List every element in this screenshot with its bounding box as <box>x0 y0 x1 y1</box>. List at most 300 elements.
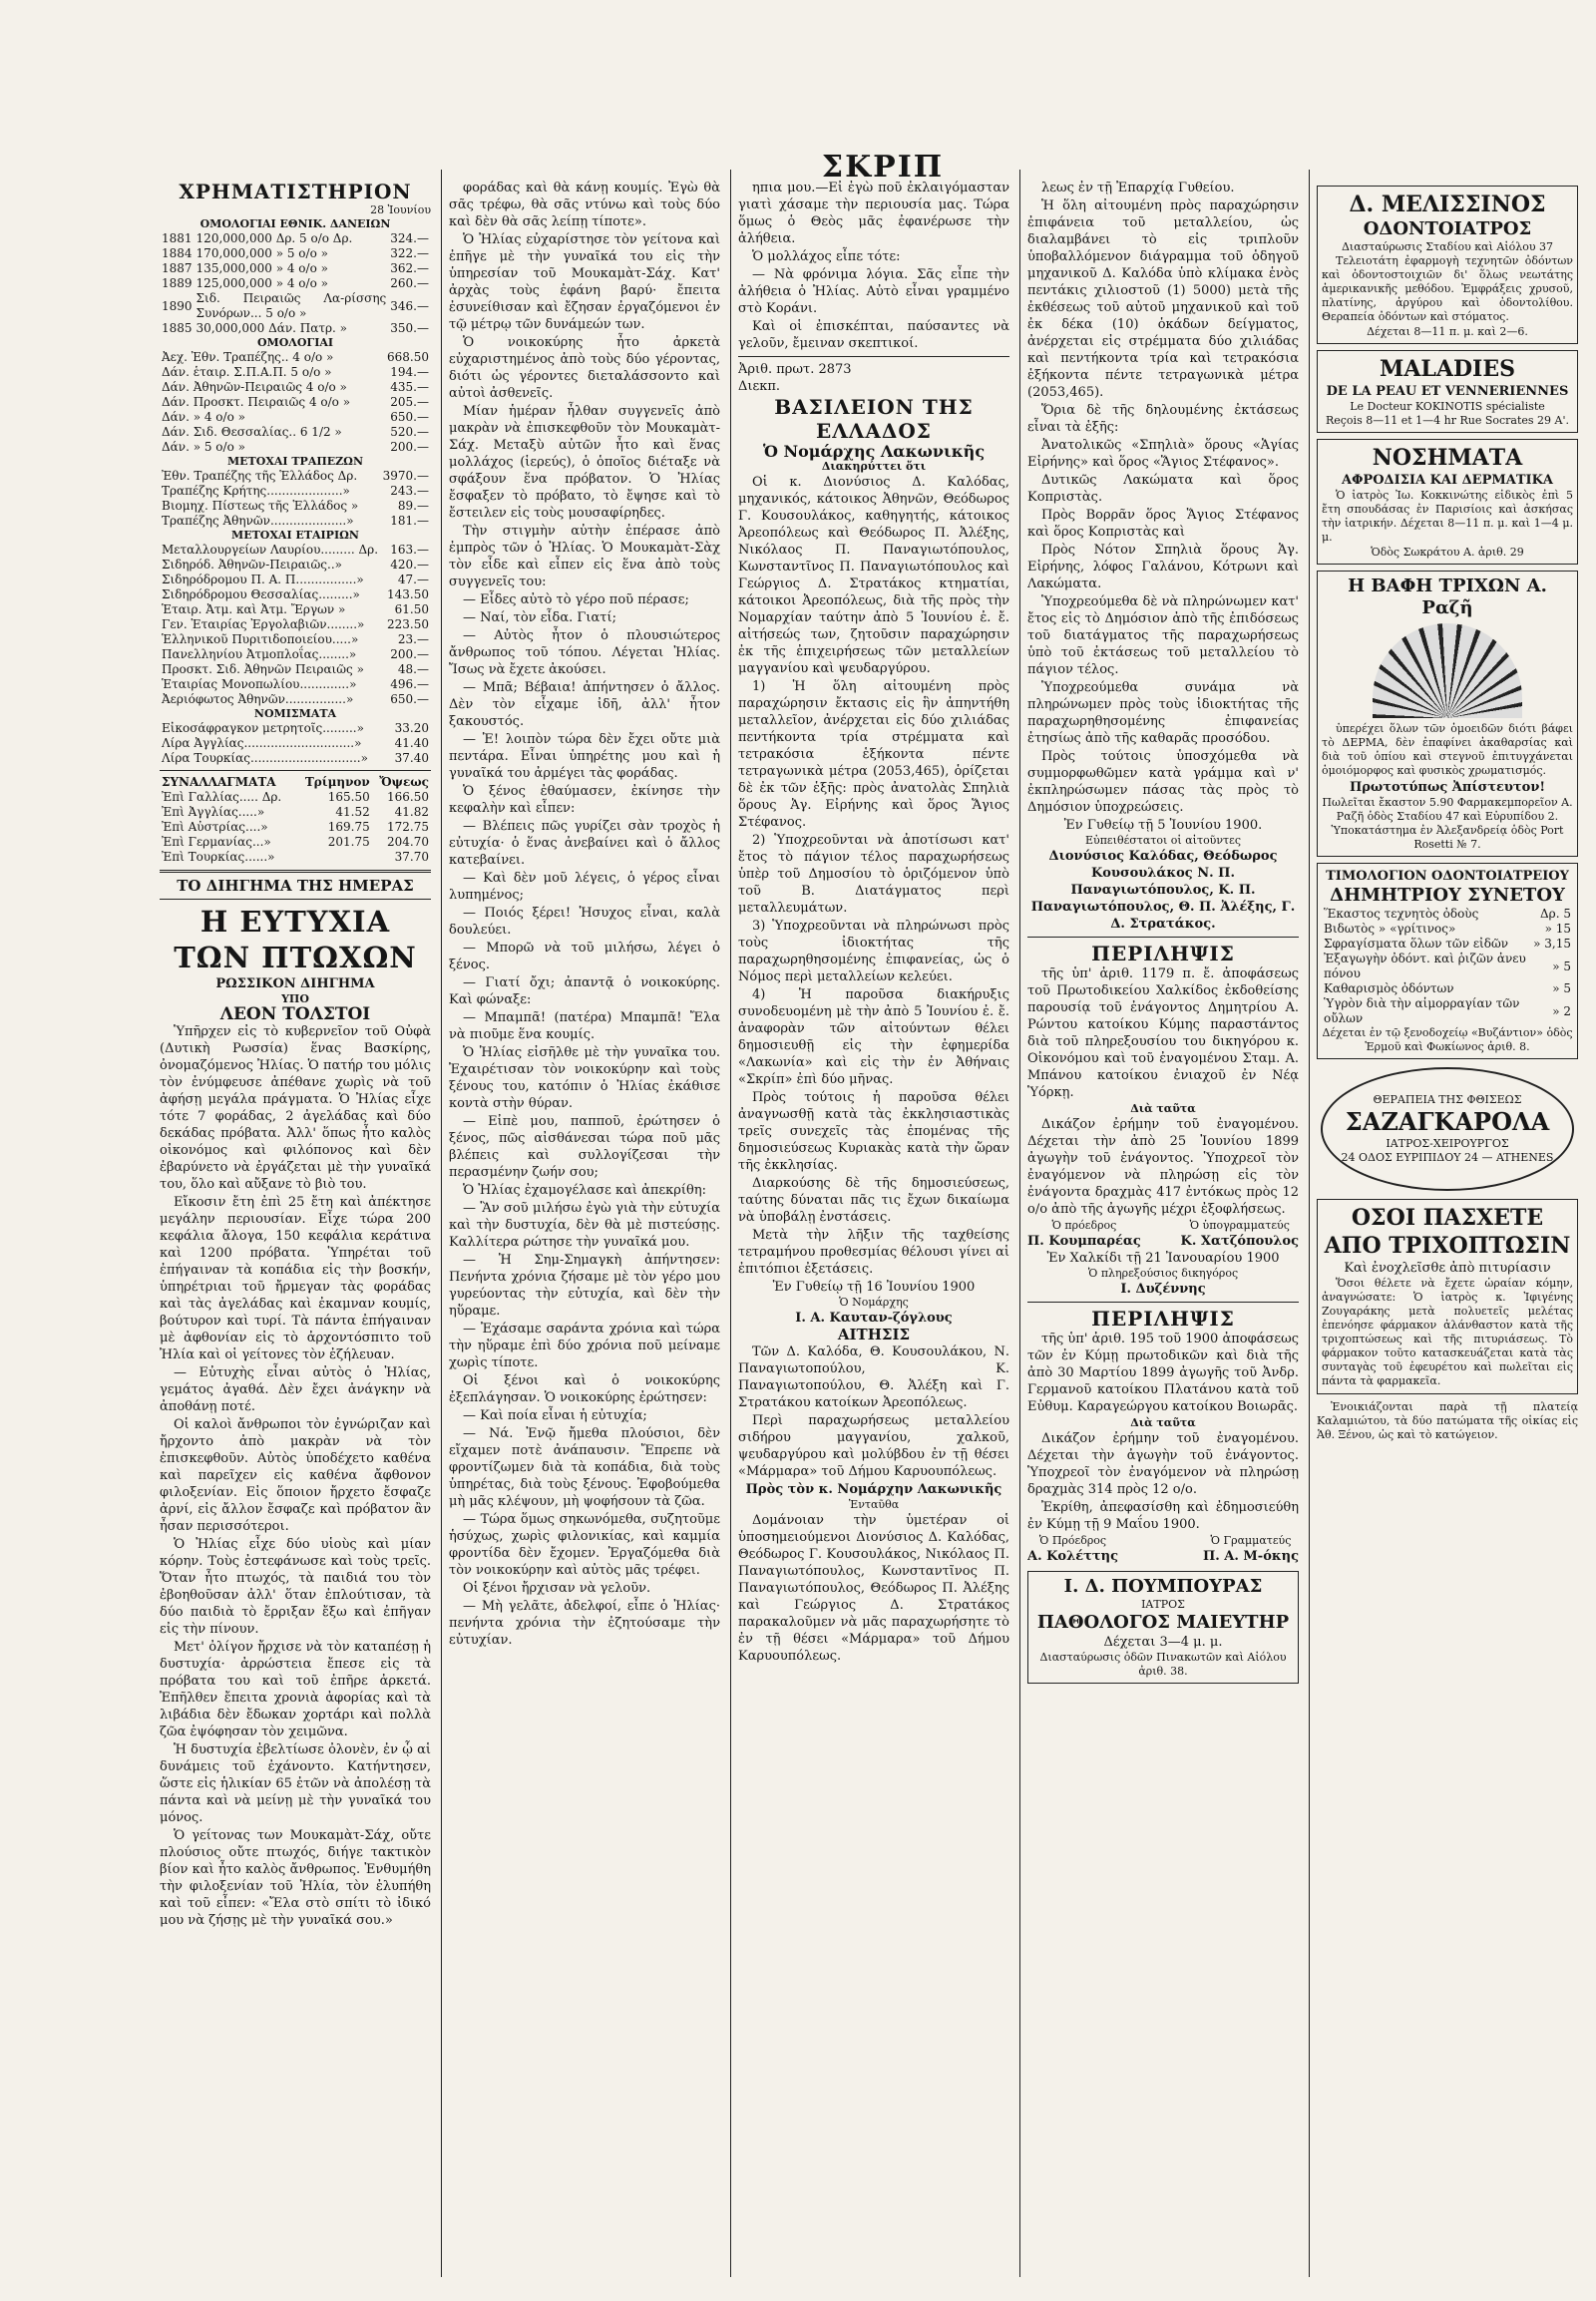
story-paragraph: Οἱ ξένοι ἤρχισαν νὰ γελοῦν. <box>463 1581 651 1596</box>
tariff-desc: Βιδωτὸς » «γρίτινος» <box>1324 922 1456 936</box>
tariff-ad <box>1317 863 1578 1059</box>
abstract-paragraph: Δικάζον ἐρήμην τοῦ ἐναγομένου. Δέχεται τὴν ἀγωγὴν τοῦ ἐνάγοντος. Ὑποχρεοῖ τὸν ἐναγόμενον νὰ πληρώσῃ δραχμὰς 314 πρὸς 12 ο/ο. <box>1027 1431 1299 1497</box>
share-desc: Ἀεριόφωτος Ἀθηνῶν................» <box>162 692 354 706</box>
story-paragraph: Εἴκοσιν ἔτη ἐπὶ 25 ἔτη καὶ ἀπέκτησε μεγάλην περιουσίαν. Εἶχε τώρα 200 κεφάλια ἄλογα, 150 κεφάλια κεράτινα καὶ 1200 πρόβατα. Ὑπηρέται τοῦ ἐπήγαιναν τὰ κοπάδια εἰς τὴν βοσκήν, ὑπηρέτριαι τοῦ ἤρμεγαν τὰς φοράδας καὶ τὰς ἀγελάδας καὶ ἐκαμναν κουμίς, βούτυρον καὶ τυρί. Τὰ πάντα ἐπήγαιναν μὲ ἀφθονίαν εἰς τὸ ἀρχοντόσπιτο τοῦ Ἠλία καὶ οἱ γείτονες τὸν ἐζήλευαν. <box>160 1195 431 1362</box>
hair-loss-ad <box>1317 1199 1578 1394</box>
coin-price: 37.40 <box>394 751 429 765</box>
table-row <box>160 632 431 647</box>
column-legal <box>1027 180 1299 2277</box>
share-desc: Τραπέζης Ἀθηνῶν....................» <box>162 514 354 528</box>
share-price: 23.— <box>397 632 429 646</box>
notice-type: Διεκπ. <box>738 379 781 394</box>
legal-paragraph: Ὑποχρεούμεθα συνάμα νὰ πληρώνωμεν πρὸς τοὺς ἰδιοκτήτας τῆς παραχωρηθησομένης ἐπιφανείας ἐτησίως ἀπὸ τῆς καθαρᾶς προσόδου. <box>1027 680 1299 746</box>
story-paragraph: Ὁ Ἠλίας εἶχε δύο υἱοὺς καὶ μίαν κόρην. Τοὺς ἐστεφάνωσε καὶ τοὺς τρεῖς. Ὅταν ἦτο πτωχός, τὰ παιδιά του τὸν ἐβοηθοῦσαν ἀλλ' ὅταν ἐπλούτισαν, τὰ δύο παιδιὰ τὸ ἔρριξαν ἔξω καὶ ἐπῆγαν εἰς τὴν πίνουν. <box>160 1537 431 1637</box>
table-row <box>160 587 431 602</box>
loans-title: ΟΜΟΛΟΓΙΑΙ ΕΘΝΙΚ. ΔΑΝΕΙΩΝ <box>200 217 391 230</box>
share-price: 48.— <box>397 662 429 676</box>
fx-value: 169.75 <box>327 820 370 834</box>
column-story-continued <box>449 180 720 2277</box>
tariff-price: » 15 <box>1544 922 1571 936</box>
loan-year: 1881 <box>162 231 193 245</box>
legal-paragraph: Πρὸς Νότον Σπηλιὰ ὅρους Ἁγ. Εἰρήνης, λόφος Γαλάνου, Κότρωνι καὶ Λακώματα. <box>1027 543 1299 591</box>
share-desc: Μεταλλουργείων Λαυρίου......... Δρ. <box>162 543 379 557</box>
president-title: Ὁ πρόεδρος <box>1051 1219 1117 1232</box>
dia-title: Διὰ ταῦτα <box>1130 1102 1196 1115</box>
petition-to: Πρὸς τὸν κ. Νομάρχην Λακωνικῆς <box>745 1482 1002 1497</box>
coin-desc: Λίρα Ἀγγλίας.............................» <box>162 736 362 750</box>
abstract-paragraph: Ἐκρίθη, ἀπεφασίσθη καὶ ἐδημοσιεύθη ἐν Κύμῃ τῇ 9 Μαΐου 1900. <box>1027 1500 1299 1532</box>
column-exchange-story <box>160 180 431 2277</box>
seal-top: ΘΕΡΑΠΕΙΑ ΤΗΣ ΦΘΙΣΕΩΣ <box>1373 1093 1522 1106</box>
maladies-ad <box>1317 350 1578 433</box>
table-row <box>160 440 431 455</box>
fx-value <box>296 850 372 865</box>
table-row <box>160 790 431 805</box>
bank-shares-table <box>160 469 431 529</box>
story-paragraph: — Μπαμπᾶ! (πατέρα) Μπαμπᾶ! Ἔλα νὰ πιοῦμε ἕνα κουμίς. <box>449 1010 720 1042</box>
share-desc: Πανελληνίου Ἀτμοπλοΐας........» <box>162 647 357 661</box>
president-title: Ὁ Πρόεδρος <box>1038 1534 1107 1547</box>
hair-loss-subtitle: Καὶ ἐνοχλεῖσθε ἀπὸ πιτυρίασιν <box>1344 1261 1551 1276</box>
column-rule <box>1309 170 1310 2277</box>
notice-paragraph: Πρὸς τούτοις ἡ παροῦσα θέλει ἀναγνωσθῇ κατὰ τὰς ἐκκλησιαστικὰς τρεῖς συνεχεῖς τὰς ἐπομένας τῆς δημοσιεύσεως Κυριακὰς κατὰ τὴν ὥραν τῆς ἐκκλησίας. <box>738 1090 1009 1173</box>
notice-place: Ἐν Γυθείῳ τῇ 16 Ἰουνίου 1900 <box>772 1280 976 1295</box>
story-paragraph: — Ποιός ξέρει! Ἡσυχος εἶναι, καλὰ δουλεύει. <box>449 906 720 938</box>
column-ads <box>1317 180 1578 2277</box>
tariff-price: » 5 <box>1552 981 1571 995</box>
tariff-desc: Ἕκαστος τεχνητὸς ὀδοὺς <box>1324 907 1479 921</box>
table-row <box>1322 952 1573 981</box>
dentist-title: ΟΔΟΝΤΟΙΑΤΡΟΣ <box>1363 218 1532 239</box>
clerk-title: Ὁ ὑπογραμματεύς <box>1189 1219 1290 1232</box>
story-paragraph: — Μὴ γελᾶτε, ἀδελφοί, εἶπε ὁ Ἠλίας· πενήντα χρόνια τὴν ἐζητούσαμε τὴν εὐτυχίαν. <box>449 1599 720 1648</box>
legal-paragraph: Ὅρια δὲ τῆς δηλουμένης ἐκτάσεως εἶναι τὰ ἑξῆς: <box>1027 403 1299 435</box>
story-paragraph: — Εἰπὲ μου, παπποῦ, ἐρώτησεν ὁ ξένος, πῶς αἰσθάνεσαι τώρα ποῦ μᾶς βλέπεις καὶ συλλογίζεσαι τὴν περασμένην ζωήν σου; <box>449 1114 720 1180</box>
bank-shares-title: ΜΕΤΟΧΑΙ ΤΡΑΠΕΖΩΝ <box>226 455 363 468</box>
hair-loss-text: Ὅσοι θέλετε νὰ ἔχετε ὡραίαν κόμην, ἀναγνώσατε: Ὁ ἰατρὸς κ. Ἰφιγένης Ζουγαράκης μετὰ πολυετεῖς μελέτας ἐπενόησε φάρμακον ἀλάνθαστον κατὰ τῆς τριχοπτώσεως καὶ τῆς πιτυριάσεως. Τὸ φάρμακον τοῦτο κατασκευάζεται κατὰ τὰς συνταγὰς τοῦ ἐφευρέτου καὶ πωλεῖται εἰς πάντα τὰ φαρμακεῖα. <box>1322 1277 1573 1387</box>
fx-value: 165.50 <box>327 790 370 804</box>
table-row <box>160 721 431 736</box>
bond-desc: Δάν. » 4 ο/ο » <box>162 410 245 424</box>
loan-desc: Σιδ. Πειραιῶς Λα-ρίσσης Συνόρων... 5 ο/ο » <box>196 291 387 320</box>
story-paragraph: — Καὶ ποία εἶναι ἡ εὐτυχία; <box>463 1408 647 1423</box>
story-paragraph: — Νά. Ἐνῷ ἤμεθα πλούσιοι, δὲν εἴχαμεν ποτὲ ἀνάπαυσιν. Ἔπρεπε νὰ φροντίζωμεν διὰ τὰ κοπάδια, διὰ τοὺς ὑπηρέτας, διὰ τοὺς ξένους. Ἐφοβούμεθα μὴ μᾶς κλέψουν, μὴ ψοφήσουν τὰ ζῶα. <box>449 1426 720 1509</box>
story-paragraph: Ὁ Ἠλίας εὐχαρίστησε τὸν γείτονα καὶ ἐπῆγε μὲ τὴν γυναῖκά του εἰς τὴν ὑπηρεσίαν τοῦ Μουκαμὰτ-Σάχ. Κατ' ἀρχὰς τοὺς ἐφάνη βαρύ· ἔπειτα ἐσυνείθισαν καὶ ἔζησαν ἐργαζόμενοι ἐν τῷ μέτρῳ τῶν δυνάμεών των. <box>449 232 720 332</box>
divider <box>738 356 1009 357</box>
story-paragraph: — Εὐτυχὴς εἶναι αὐτὸς ὁ Ἠλίας, γεμάτος ἀγαθά. Δὲν ἔχει ἀνάγκην νὰ ἀποθάνῃ ποτέ. <box>160 1365 431 1414</box>
maladies-subtitle: DE LA PEAU ET VENNERIENNES <box>1326 384 1569 399</box>
loan-desc: 170,000,000 » 5 ο/ο » <box>196 246 328 260</box>
table-row <box>160 692 431 707</box>
petition-title: ΑΙΤΗΣΙΣ <box>837 1326 911 1343</box>
share-price: 496.— <box>390 677 429 691</box>
loan-desc: 125,000,000 » 4 ο/ο » <box>196 276 328 290</box>
diseases-title: ΝΟΣΗΜΑΤΑ <box>1372 445 1523 471</box>
share-price: 61.50 <box>394 602 429 616</box>
divider <box>1027 1302 1299 1303</box>
declares: Διακηρύττει ὅτι <box>821 460 927 473</box>
share-desc: Ἑταιρ. Ἀτμ. καὶ Ἀτμ. Ἔργων » <box>162 602 346 616</box>
table-row <box>160 805 431 820</box>
story-paragraph: — Ἂν σοῦ μιλήσω ἐγὼ γιὰ τὴν εὐτυχία καὶ τὴν δυστυχία, δὲν θὰ μὲ πιστεύσῃς. Καλλίτερα ρώτησε τὴν γυναῖκά μου. <box>449 1201 720 1250</box>
table-row <box>160 602 431 617</box>
table-row <box>1322 996 1573 1026</box>
abstract-paragraph: Δικάζον ἐρήμην τοῦ ἐναγομένου. Δέχεται τὴν ἀπὸ 25 Ἰουνίου 1899 ἀγωγὴν τοῦ ἐνάγοντος. Ὑποχρεοῖ τὸν ἐναγόμενον νὰ πληρώσῃ εἰς τὸν ἐνάγοντα δραχμὰς 417 ἐντόκως πρὸς 12 ο/ο ἀπὸ τῆς ἀγωγῆς μέχρι ἐξοφλήσεως. <box>1027 1117 1299 1217</box>
column-rule <box>441 170 442 2277</box>
coin-desc: Εἰκοσάφραγκον μετρητοῖς.........» <box>162 721 364 735</box>
share-price: 47.— <box>397 573 429 586</box>
table-row <box>1322 907 1573 922</box>
table-row <box>160 276 431 291</box>
signers: Διονύσιος Καλόδας, Θεόδωρος Κουσουλάκος Ν. Π. Παναγιωτόπουλος, Κ. Π. Παναγιωτόπουλος, Θ. Π. Ἀλέξης, Γ. Δ. Στρατάκος. <box>1030 849 1296 932</box>
lawyer-title: Ὁ πληρεξούσιος δικηγόρος <box>1087 1267 1239 1280</box>
oval-seal-ad <box>1321 1067 1574 1191</box>
table-row <box>160 850 431 865</box>
bonds-title: ΟΜΟΛΟΓΙΑΙ <box>256 336 334 349</box>
table-row <box>160 261 431 276</box>
bond-desc: Δάν. Σιδ. Θεσσαλίας.. 6 1/2 » <box>162 425 342 439</box>
share-price: 143.50 <box>387 587 429 601</box>
story-paragraph: — Ἐ! λοιπὸν τώρα δὲν ἔχει οὔτε μιὰ πεντάρα. Εἶναι ὑπηρέτης μου καὶ ἡ γυναῖκά του ἀρμέγει τὰς φοράδας. <box>449 732 720 781</box>
loan-desc: 135,000,000 » 4 ο/ο » <box>196 261 328 275</box>
bond-price: 205.— <box>390 395 429 409</box>
fx-desc: Ἐπὶ Αὐστρίας....» <box>162 820 268 834</box>
story-paragraph: — Καὶ δὲν μοῦ λέγεις, ὁ γέρος εἶναι λυπημένος; <box>449 871 720 903</box>
notice-paragraph: 2) Ὑποχρεοῦνται νὰ ἀποτίσωσι κατ' ἔτος τὸ πάγιον τέλος παραχωρήσεως ὑπὲρ τοῦ Δημοσίου τὸ ὁριζόμενον ὑπὸ τοῦ Β. Διατάγματος περὶ μεταλλευμάτων. <box>738 833 1009 916</box>
diseases-ad <box>1317 439 1578 565</box>
story-paragraph: Ὁ ξένος ἐθαύμασεν, ἐκίνησε τὴν κεφαλὴν καὶ εἶπεν: <box>449 784 720 816</box>
fx-header: Ὄψεως <box>379 775 429 789</box>
fx-table <box>160 775 431 865</box>
story-paragraph: Οἱ ξένοι καὶ ὁ νοικοκύρης ἐξεπλάγησαν. Ὁ νοικοκύρης ἐρώτησεν: <box>449 1373 720 1405</box>
bond-desc: Δάν. » 5 ο/ο » <box>162 440 245 454</box>
hair-dye-sold: Πωλεῖται ἔκαστον 5.90 Φαρμακεμπορεῖον Α. Ραζῆ ὁδὸς Σταδίου 47 καὶ Εὐρυπίδου 2. <box>1322 796 1573 823</box>
table-row <box>160 835 431 850</box>
bonds-table <box>160 350 431 455</box>
story-paragraph: — Εἶδες αὐτὸ τὸ γέρο ποῦ πέρασε; <box>463 592 689 607</box>
story-paragraph: Ὁ γείτονας των Μουκαμὰτ-Σάχ, οὔτε πλούσιος οὔτε πτωχός, διήγε τακτικὸν βίον καὶ ἦτο καλὸς ἄνθρωπος. Ἐνθυμήθη τὴν φιλοξενίαν τοῦ Ἠλία, τὸν ἐλυπήθη καὶ τοῦ εἶπεν: «Ἔλα στὸ σπίτι τὸ ἰδικό μου νὰ ζήσῃς μὲ τὴν γυναῖκά σου.» <box>160 1828 431 1928</box>
bond-desc: Δάν. Προσκτ. Πειραιῶς 4 ο/ο » <box>162 395 351 409</box>
story-paragraph: Τὴν στιγμὴν αὐτὴν ἐπέρασε ἀπὸ ἐμπρὸς τῶν ὁ Ἠλίας. Ὁ Μουκαμὰτ-Σὰχ τὸν εἶδε καὶ εἶπεν εἰς ἕνα ἀπὸ τοὺς συγγενεῖς του: <box>449 524 720 589</box>
president-name: Π. Κουμπαρέας <box>1027 1234 1141 1249</box>
clerk-block <box>1181 1219 1299 1250</box>
table-row <box>160 573 431 587</box>
exchange-date: 28 Ἰουνίου <box>370 203 431 216</box>
tariff-name: ΔΗΜΗΤΡΙΟΥ ΣΥΝΕΤΟΥ <box>1330 885 1565 906</box>
loan-year: 1887 <box>162 261 193 275</box>
loan-price: 260.— <box>390 276 429 290</box>
abstract-title: ΠΕΡΙΛΗΨΙΣ <box>1091 1307 1235 1331</box>
fx-value: 41.82 <box>394 805 429 819</box>
fx-header: Τρίμηνον <box>304 775 370 789</box>
table-row <box>160 647 431 662</box>
lawyer-name: Ι. Δυζέννης <box>1120 1282 1206 1297</box>
legal-place: Ἐν Γυθείῳ τῇ 5 Ἰουνίου 1900. <box>1063 818 1263 833</box>
table-row <box>160 469 431 484</box>
doctor-ad <box>1027 1571 1299 1684</box>
column-notice <box>738 180 1009 2277</box>
abstract-title: ΠΕΡΙΛΗΨΙΣ <box>1091 942 1235 965</box>
table-row <box>160 736 431 751</box>
table-row <box>160 380 431 395</box>
loan-year: 1884 <box>162 246 193 260</box>
story-paragraph: — Μπᾶ; Βέβαια! ἀπήντησεν ὁ ἄλλος. Δὲν τὸν εἶχαμε ἰδῆ, ἀλλ' ἦτον ξακουστός. <box>449 680 720 729</box>
share-desc: Ἑλληνικοῦ Πυριτιδοποιείου.....» <box>162 632 359 646</box>
hair-dye-prize: Πρωτοτύπως Ἀπίστευτον! <box>1349 780 1546 795</box>
hair-loss-title: ΟΣΟΙ ΠΑΣΧΕΤΕ <box>1351 1205 1544 1231</box>
share-desc: Ἐθν. Τραπέζης τῆς Ἑλλάδος Δρ. <box>162 469 358 483</box>
doctor-title: ΙΑΤΡΟΣ <box>1141 1598 1185 1611</box>
story-paragraph: — Αὐτὸς ἦτον ὁ πλουσιώτερος ἄνθρωπος τοῦ τόπου. Λέγεται Ἠλίας. Ἴσως νὰ ἔχετε ἀκούσει. <box>449 628 720 677</box>
story-title: Η ΕΥΤΥΧΙΑ ΤΩΝ ΠΤΩΧΩΝ <box>174 905 417 974</box>
loan-year: 1889 <box>162 276 193 290</box>
divider <box>160 770 431 771</box>
story-paragraph: — Τώρα ὅμως σηκωνόμεθα, συζητοῦμε ἡσύχως, χωρὶς φιλονικίας, καὶ καμμία φροντίδα δὲν ἔχομεν. Ἐργαζόμεθα διὰ τὸν νοικοκύρην καὶ αὐτὸς μᾶς τρέφει. <box>449 1512 720 1578</box>
legal-place: Ἐν Χαλκίδι τῇ 21 Ἰανουαρίου 1900 <box>1046 1251 1280 1266</box>
dia-title: Διὰ ταῦτα <box>1130 1416 1196 1429</box>
loan-price: 362.— <box>390 261 429 275</box>
share-desc: Ἑταιρίας Μονοπωλίου.............» <box>162 677 357 691</box>
story-paragraph: — Βλέπεις πῶς γυρίζει σὰν τροχὸς ἡ εὐτυχία· ὁ ἕνας ἀνεβαίνει καὶ ὁ ἄλλος κατεβαίνει. <box>449 819 720 868</box>
bond-desc: Ἀεχ. Ἐθν. Τραπέζης.. 4 ο/ο » <box>162 350 334 364</box>
petition-paragraph: Τῶν Δ. Καλόδα, Θ. Κουσουλάκου, Ν. Παναγιωτοπούλου, Κ. Παναγιωτοπούλου, Θ. Ἀλέξη καὶ Γ. Στρατάκου κατοίκων Ἀρεοπόλεως. <box>738 1344 1009 1410</box>
legal-paragraph: Ὑποχρεούμεθα δὲ νὰ πληρώνωμεν κατ' ἔτος εἰς τὸ Δημόσιον ἀπὸ τῆς ἐπιδόσεως τοῦ διατάγματος τῆς παραχωρήσεως ὑπὸ τοῦ ἐκτάσεως τοῦ μεταλλείου τὸ πάγιον τέλος. <box>1027 594 1299 677</box>
maladies-title: MALADIES <box>1380 356 1515 382</box>
share-price: 200.— <box>390 647 429 661</box>
coin-desc: Λίρα Τουρκίας.............................» <box>162 751 368 765</box>
seal-name: ΣΑΖΑΓΚΑΡΟΛΑ <box>1345 1107 1550 1136</box>
story-paragraph: — Ἐχάσαμε σαράντα χρόνια καὶ τώρα τὴν ηὕραμε ἐπὶ δύο χρόνια ποῦ μείναμε χωρὶς τίποτε. <box>449 1322 720 1370</box>
doctor-address: Διασταύρωσις ὁδῶν Πινακωτῶν καὶ Αἰόλου ἀριθ. 38. <box>1039 1651 1287 1678</box>
bond-price: 650.— <box>390 410 429 424</box>
table-row <box>160 558 431 573</box>
clerk-name: Κ. Χατζόπουλος <box>1180 1234 1299 1249</box>
bond-price: 200.— <box>390 440 429 454</box>
tariff-desc: Σφραγίσματα ὅλων τῶν εἰδῶν <box>1324 937 1509 951</box>
loan-year: 1890 <box>162 298 193 313</box>
story-author: ΛΕΟΝ ΤΟΛΣΤΟΙ <box>219 1004 371 1024</box>
legal-paragraph: λεως ἐν τῇ Ἐπαρχίᾳ Γυθείου. <box>1041 181 1235 195</box>
loans-table <box>160 231 431 336</box>
seal-subtitle: ΙΑΤΡΟΣ-ΧΕΙΡΟΥΡΓΟΣ <box>1386 1137 1509 1150</box>
bond-desc: Δάν. ἑταιρ. Σ.Π.Α.Π. 5 ο/ο » <box>162 365 332 379</box>
share-price: 181.— <box>390 514 429 528</box>
hair-dye-title: Η ΒΑΦΗ ΤΡΙΧΩΝ Α. Ραζῆ <box>1348 575 1547 618</box>
fx-value: 166.50 <box>387 790 429 804</box>
column-rule <box>1019 170 1020 2277</box>
share-desc: Γεν. Ἑταιρίας Ἐργολαβιῶν........» <box>162 617 365 631</box>
notice-sign-title: Ὁ Νομάρχης <box>839 1296 909 1309</box>
notice-signature: Ι. Α. Καυταν-ζόγλους <box>795 1311 953 1326</box>
doctor-hours: Δέχεται 3—4 μ. μ. <box>1103 1635 1223 1650</box>
diseases-subtitle: ΑΦΡΟΔΙΣΙΑ ΚΑΙ ΔΕΡΜΑΤΙΚΑ <box>1342 473 1553 488</box>
petition-place: Ἐνταῦθα <box>848 1498 900 1511</box>
bond-price: 194.— <box>390 365 429 379</box>
notice-paragraph: 4) Ἡ παροῦσα διακήρυξις συνοδευομένη μὲ τὴν ἀπὸ 5 Ἰουνίου ἐ. ἔ. ἀναφορὰν τῶν αἰτούντων θέλει δημοσιευθῇ εἰς τὴν ἐφημερίδα «Λακωνία» καὶ εἰς τὴν ἐν Ἀθήναις «Σκρίπ» ἐπὶ δύο μῆνας. <box>738 987 1009 1087</box>
share-desc: Βιομηχ. Πίστεως τῆς Ἑλλάδος » <box>162 499 359 513</box>
story-paragraph: — Νὰ φρόνιμα λόγια. Σᾶς εἶπε τὴν ἀλήθεια ὁ Ἠλίας. Αὐτὸ εἶναι γραμμένο στὸ Κοράνι. <box>738 267 1009 316</box>
fx-value: 204.70 <box>387 835 429 849</box>
story-paragraph: Μίαν ἡμέραν ἦλθαν συγγενεῖς ἀπὸ μακρὰν νὰ ἐπισκεφθοῦν τὸν Μουκαμὰτ-Σάχ. Μεταξὺ αὐτῶν ἦτο καὶ ἕνας μολλάχος (ἱερεύς), ὁ ὁποῖος διέταξε νὰ σφάξουν ἕνα πρόβατον. Ὁ Ἠλίας ἔσφαξεν τὸ πρόβατο, τὸ ἔψησε καὶ τὸ ἔστειλεν εἰς τοὺς μουσαφίρηδες. <box>449 404 720 521</box>
diseases-text: Ὁ ἰατρὸς Ἰω. Κοκκινώτης εἰδικὸς ἐπὶ 5 ἔτη σπουδάσας ἐν Παρισίοις καὶ ἀσκήσας τὴν ἰατρικήν. Δέχεται 8—11 π. μ. καὶ 1—4 μ. μ. <box>1322 489 1573 544</box>
tariff-desc: Ὑγρὸν διὰ τὴν αἱμορραγίαν τῶν οὔλων <box>1324 996 1520 1025</box>
fx-desc: Ἐπὶ Τουρκίας......» <box>162 850 275 864</box>
story-subtitle: ΡΩΣΣΙΚΟΝ ΔΙΗΓΗΜΑ <box>215 976 375 991</box>
loan-price: 322.— <box>390 246 429 260</box>
story-paragraph: — Ναί, τὸν εἶδα. Γιατί; <box>463 610 616 625</box>
doctor-name: Ι. Δ. ΠΟΥΜΠΟΥΡΑΣ <box>1063 1576 1263 1597</box>
loan-price: 346.— <box>390 298 429 313</box>
notice-number: Ἀριθ. πρωτ. 2873 <box>738 362 852 377</box>
bond-desc: Δάν. Ἀθηνῶν-Πειραιῶς 4 ο/ο » <box>162 380 347 394</box>
masthead: ΣΚΡΙΠ <box>821 150 945 185</box>
table-row <box>1322 922 1573 937</box>
diseases-address: Ὁδὸς Σωκράτου Α. ἀριθ. 29 <box>1371 546 1524 559</box>
tariff-price: » 5 <box>1552 959 1571 973</box>
story-paragraph: φοράδας καὶ θὰ κάνῃ κουμίς. Ἐγὼ θὰ σᾶς τρέφω, θὰ σᾶς ντύνω καὶ τοὺς δύο καὶ δὲν θὰ σᾶς λείπῃ τίποτε». <box>449 181 720 229</box>
table-row <box>160 246 431 261</box>
share-price: 223.50 <box>387 617 429 631</box>
doctor-specialty: ΠΑΘΟΛΟΓΟΣ ΜΑΙΕΥΤΗΡ <box>1036 1612 1290 1633</box>
loan-desc: 120,000,000 Δρ. 5 ο/ο Δρ. <box>196 231 353 245</box>
legal-paragraph: Ἀνατολικῶς «Σπηλιὰ» ὅρους «Ἁγίας Εἰρήνης» καὶ ὅρος «Ἅγιος Στέφανος». <box>1027 438 1299 470</box>
table-row <box>160 484 431 499</box>
tariff-desc: Ἐξαγωγὴν ὀδόντ. καὶ ῥιζῶν ἀνευ πόνου <box>1324 952 1526 980</box>
maladies-doctor: Le Docteur KOKINOTIS spécialiste <box>1350 400 1545 413</box>
table-row <box>160 425 431 440</box>
hair-loss-title-2: ΑΠΟ ΤΡΙΧΟΠΤΩΣΙΝ <box>1324 1233 1571 1259</box>
section-title: ΤΟ ΔΙΗΓΗΜΑ ΤΗΣ ΗΜΕΡΑΣ <box>177 877 414 895</box>
company-shares-table <box>160 543 431 707</box>
signatures-row <box>1027 1534 1299 1565</box>
column-rule <box>730 170 731 2277</box>
notice-paragraph: 3) Ὑποχρεοῦνται νὰ πληρώνωσι πρὸς τοὺς ἰδιοκτήτας τῆς παραχωρηθησομένης ἐπιφανείας, ὡς ὁ Νόμος περὶ μεταλλείων κελεύει. <box>738 919 1009 984</box>
signatures-row <box>1027 1219 1299 1250</box>
newspaper-page <box>20 0 1576 2301</box>
clerk-block <box>1203 1534 1299 1565</box>
fx-value: 37.70 <box>394 850 429 864</box>
table-row <box>160 499 431 514</box>
dentist-hours: Δέχεται 8—11 π. μ. καὶ 2—6. <box>1367 325 1528 338</box>
abstract-paragraph: τῆς ὑπ' ἀριθ. 1179 π. ἔ. ἀποφάσεως τοῦ Πρωτοδικείου Χαλκίδος ἐκδοθείσης παρουσίᾳ τοῦ ἐνάγοντος Δημητρίου Α. Ρώντου κατοίκου Κύμης παραστάντος διὰ τοῦ πληρεξουσίου του δικηγόρου κ. Οἰκονόμου καὶ τοῦ ἐναγομένου Σταμ. Α. Μπάνου κατοίκου ἐνιαχοῦ ἐν Νέᾳ Ὑόρκῃ. <box>1027 966 1299 1100</box>
coins-title: ΝΟΜΙΣΜΑΤΑ <box>253 707 337 720</box>
tariff-table <box>1322 907 1573 1026</box>
rental-notice: Ἐνοικιάζονται παρὰ τῇ πλατείᾳ Καλαμιώτου, τὰ δύο πατώματα τῆς οἰκίας εἰς Ἁθ. Ξένου, ὡς καὶ τὸ κατώγειον. <box>1317 1400 1578 1441</box>
fx-desc: Ἐπὶ Γαλλίας..... Δρ. <box>162 790 282 804</box>
table-row <box>160 751 431 766</box>
kingdom-title: ΒΑΣΙΛΕΙΟΝ ΤΗΣ ΕΛΛΑΔΟΣ <box>774 395 974 443</box>
table-header <box>160 775 431 790</box>
share-price: 243.— <box>390 484 429 498</box>
share-price: 650.— <box>390 692 429 706</box>
story-paragraph: Ὁ νοικοκύρης ἦτο ἀρκετὰ εὐχαριστημένος ἀπὸ τοὺς δύο γέροντας, διότι ὡς γέροντες διεταλάσσοντο καὶ αὐτοὶ ἀσθενεῖς. <box>449 335 720 401</box>
legal-paragraph: Πρὸς Βορρᾶν ὅρος Ἅγιος Στέφανος καὶ ὅρος Κοπριστὰς καὶ <box>1027 508 1299 540</box>
story-paragraph: — Μπορῶ νὰ τοῦ μιλήσω, λέγει ὁ ξένος. <box>449 941 720 972</box>
petition-paragraph: Περὶ παραχωρήσεως μεταλλείου σιδήρου μαγγανίου, χαλκοῦ, ψευδαργύρου καὶ μολύβδου ἐν τῇ θέσει «Μάρμαρα» τοῦ Δήμου Καρυουπόλεως. <box>738 1413 1009 1479</box>
tariff-title: ΤΙΜΟΛΟΓΙΟΝ ΟΔΟΝΤΟΙΑΤΡΕΙΟΥ <box>1326 869 1569 884</box>
divider <box>160 899 431 900</box>
fx-desc: Ἐπὶ Γερμανίας...» <box>162 835 271 849</box>
table-row <box>160 291 431 321</box>
table-row <box>1322 981 1573 996</box>
notice-paragraph: Μετὰ τὴν λῆξιν τῆς ταχθείσης τετραμήνου προθεσμίας θέλουσι γίνει αἱ ἐπιτόπιοι ἐξετάσεις. <box>738 1228 1009 1277</box>
fx-value: 201.75 <box>327 835 370 849</box>
share-desc: Σιδηρόδ. Ἀθηνῶν-Πειραιῶς..» <box>162 558 342 572</box>
share-price: 163.— <box>390 543 429 557</box>
table-row <box>1322 937 1573 952</box>
table-row <box>160 410 431 425</box>
bond-price: 668.50 <box>387 350 429 364</box>
president-name: Α. Κολέττης <box>1027 1549 1118 1564</box>
share-desc: Προσκτ. Σιδ. Ἀθηνῶν Πειραιῶς » <box>162 662 364 676</box>
prefect-title: Ὁ Νομάρχης Λακωνικῆς <box>762 442 986 461</box>
story-paragraph: Ὁ Ἠλίας εἰσῆλθε μὲ τὴν γυναῖκα του. Ἐχαιρέτισαν τὸν νοικοκύρην καὶ τοὺς ξένους του, κατόπιν ὁ Ἠλίας ἐκάθισε κοντὰ στὴν θύραν. <box>449 1045 720 1111</box>
loan-desc: 30,000,000 Δάν. Πατρ. » <box>196 321 347 335</box>
loan-price: 350.— <box>390 321 429 335</box>
story-paragraph: — Γιατί ὄχι; ἀπαντᾷ ὁ νοικοκύρης. Καὶ φώναξε: <box>449 975 720 1007</box>
legal-paragraph: Δυτικῶς Λακώματα καὶ ὅρος Κοπριστὰς. <box>1027 473 1299 505</box>
legal-paragraph: Πρὸς τούτοις ὑποσχόμεθα νὰ συμμορφωθῶμεν κατὰ γράμμα καὶ ν' ἐκπληρώσωμεν πάσας τὰς πρὸς τὸ Δημόσιον ὑποχρεώσεις. <box>1027 749 1299 815</box>
table-row <box>160 514 431 529</box>
share-desc: Τραπέζης Κρήτης....................» <box>162 484 350 498</box>
hair-dye-branch: Ὑποκατάστημα ἐν Ἀλεξανδρείᾳ ὁδὸς Port Rosetti № 7. <box>1331 824 1564 851</box>
divider <box>1027 937 1299 938</box>
fan-illustration-icon <box>1373 623 1522 718</box>
tariff-address: Δέχεται ἐν τῷ ξενοδοχείῳ «Βυζάντιον» ὁδὸς Ἑρμοῦ καὶ Φωκίωνος ἀριθ. 8. <box>1322 1026 1573 1053</box>
bond-price: 435.— <box>390 380 429 394</box>
tariff-price: » 3,15 <box>1533 937 1571 951</box>
story-by: ΥΠΟ <box>281 992 309 1005</box>
story-paragraph: ηπια μου.—Εἰ ἐγὼ ποῦ ἐκλαιγόμασταν γιατὶ χάσαμε τὴν περιουσία μας. Τώρα ὅμως ὁ Θεὸς μᾶς ἐφανέρωσε τὴν ἀλήθεια. <box>738 181 1009 246</box>
table-row <box>160 365 431 380</box>
notice-paragraph: 1) Ἡ ὅλη αἰτουμένη πρὸς παραχώρησιν ἔκτασις εἰς ἣν ἀπηντήθη μεταλλεῖον, ἀνέρχεται εἰς δύο χιλιάδας πεντήκοντα τρία στρέμματα καὶ τετρακόσια ἑξήκοντα πέντε τετραγωνικὰ μέτρα (2053,465), ὁρίζεται δὲ ἐκ τῶν ἑξῆς: πρὸς ἀνατολὰς Σπηλιὰ ὅρους Ἀγ. Εἰρήνης καὶ ὅρος Ἅγιος Στέφανος. <box>738 679 1009 830</box>
coins-table <box>160 721 431 766</box>
story-paragraph: — Ἡ Σημ-Σημαγκὴ ἀπήντησεν: Πενήντα χρόνια ζήσαμε μὲ τὸν γέρο μου γυρεύοντας τὴν εὐτυχία, καὶ δὲν τὴν ηὕραμε. <box>449 1253 720 1319</box>
table-row <box>160 677 431 692</box>
share-desc: Σιδηρόδρομου Θεσσαλίας.........» <box>162 587 360 601</box>
table-row <box>160 543 431 558</box>
company-shares-title: ΜΕΤΟΧΑΙ ΕΤΑΙΡΙΩΝ <box>231 529 359 542</box>
clerk-title: Ὁ Γραμματεύς <box>1210 1534 1292 1547</box>
notice-paragraph: Διαρκούσης δὲ τῆς δημοσιεύσεως, ταύτης δύναται πᾶς τις ἔχων δικαίωμα νὰ ὑποβάλῃ ἐνστάσεις. <box>738 1176 1009 1225</box>
table-row <box>160 395 431 410</box>
fx-value: 172.75 <box>387 820 429 834</box>
divider <box>160 870 431 873</box>
dentist-ad <box>1317 186 1578 344</box>
notice-paragraph: Οἱ κ. Διονύσιος Δ. Καλόδας, μηχανικός, κάτοικος Ἀθηνῶν, Θεόδωρος Γ. Κουσουλάκος, καθηγητής, κάτοικος Ἀρεοπόλεως καὶ Θεόδωρος Π. Ἀλέξης, Νικόλαος Π. Παναγιωτόπουλος, Κωνσταντῖνος Π. Παναγιωτόπουλος καὶ Γεώργιος Δ. Στρατάκος κτηματίαι, κάτοικοι Ἀρεοπόλεως, διὰ τῆς πρὸς τὴν Νομαρχίαν ταύτην ἀπὸ 5 Ἰουνίου ἐ. ἔ. αἰτήσεώς των, ζητοῦσιν παραχώρησιν ἐκ τῆς ἐπιχειρήσεως τῶν μεταλλείων μαγγανίου καὶ ψευδαργύρου. <box>738 475 1009 676</box>
story-paragraph: Καὶ οἱ ἐπισκέπται, παύσαντες νὰ γελοῦν, ἔμειναν σκεπτικοί. <box>738 319 1009 351</box>
exchange-title: ΧΡΗΜΑΤΙΣΤΗΡΙΟΝ <box>179 180 412 203</box>
story-paragraph: Μετ' ὀλίγον ἤρχισε νὰ τὸν καταπέσῃ ἡ δυστυχία· ἀρρώστεια ἔπεσε εἰς τὰ πρόβατα του καὶ τοῦ ἐπῆρε ἀρκετά. Ἐπῆλθεν ἔπειτα χρονιὰ ἀφορίας καὶ τὰ λιβάδια δὲν ἔδωκαν χορτάρι καὶ πολλὰ ζῶα ἐψόφησαν τὸν χειμῶνα. <box>160 1640 431 1739</box>
fx-value: 41.52 <box>335 805 370 819</box>
fx-header: ΣΥΝΑΛΛΑΓΜΑΤΑ <box>162 775 276 789</box>
story-paragraph: Οἱ καλοὶ ἄνθρωποι τὸν ἐγνώριζαν καὶ ἤρχοντο ἀπὸ μακρὰν νὰ τὸν ἐπισκεφθοῦν. Αὐτὸς ὑποδέχετο καθένα καὶ παρεῖχεν εἰς καθένα ἄφθονον φιλοξενίαν. Εἰς ὅποιον ἤρχετο ἔσφαζε ἀρνί, εἰς ἄλλον ἔσφαζε καὶ πρόβατον ἂν ἦσαν περισσότεροι. <box>160 1417 431 1534</box>
clerk-name: Π. Α. Μ-όκης <box>1202 1549 1299 1564</box>
coin-price: 33.20 <box>394 721 429 735</box>
share-price: 420.— <box>390 558 429 572</box>
tariff-price: Δρ. 5 <box>1540 907 1571 921</box>
signers-title: Εὐπειθέστατοι οἱ αἰτοῦντες <box>1084 834 1242 847</box>
hair-dye-ad <box>1317 571 1578 857</box>
table-row <box>160 662 431 677</box>
table-row <box>160 350 431 365</box>
dentist-text: Τελειοτάτη ἐφαρμογὴ τεχνητῶν ὀδόντων καὶ ὀδοντοστοιχιῶν δι' ὅλως νεωτάτης ἀμερικανικῆς μεθόδου. Ἐμφράξεις χρυσοῦ, πλατίνης, ἀργύρου καὶ ὀδοντολίθου. Θεραπεία ὀδόντων καὶ στόματος. <box>1322 254 1573 323</box>
bond-price: 520.— <box>390 425 429 439</box>
tariff-desc: Καθαρισμὸς ὀδόντων <box>1324 981 1454 995</box>
legal-paragraph: Ἡ ὅλη αἰτουμένη πρὸς παραχώρησιν ἐπιφάνεια τοῦ μεταλλείου, ὡς διαλαμβάνει τὸ εἰς τριπλοῦν ὑποβαλλόμενον διάγραμμα τοῦ ὁδηγοῦ μηχανικοῦ Δ. Καλόδα ὑπὸ κλίμακα ἑνὸς πεντάκις χιλιοστοῦ (1) 5000) μετὰ τῆς ἐκθέσεως τοῦ αὐτοῦ μηχανικοῦ καὶ τοῦ ἐκ δέκα (10) ὁκάδων δείγματος, ἀνέρχεται εἰς στρέμματα δύο χιλιάδας καὶ πεντήκοντα τρία καὶ τετρακόσια ἑξήκοντα πέντε τετραγωνικὰ μέτρα (2053,465). <box>1027 198 1299 400</box>
maladies-hours: Reçois 8—11 et 1—4 hr Rue Socrates 29 A'. <box>1325 414 1570 427</box>
table-row <box>160 820 431 835</box>
